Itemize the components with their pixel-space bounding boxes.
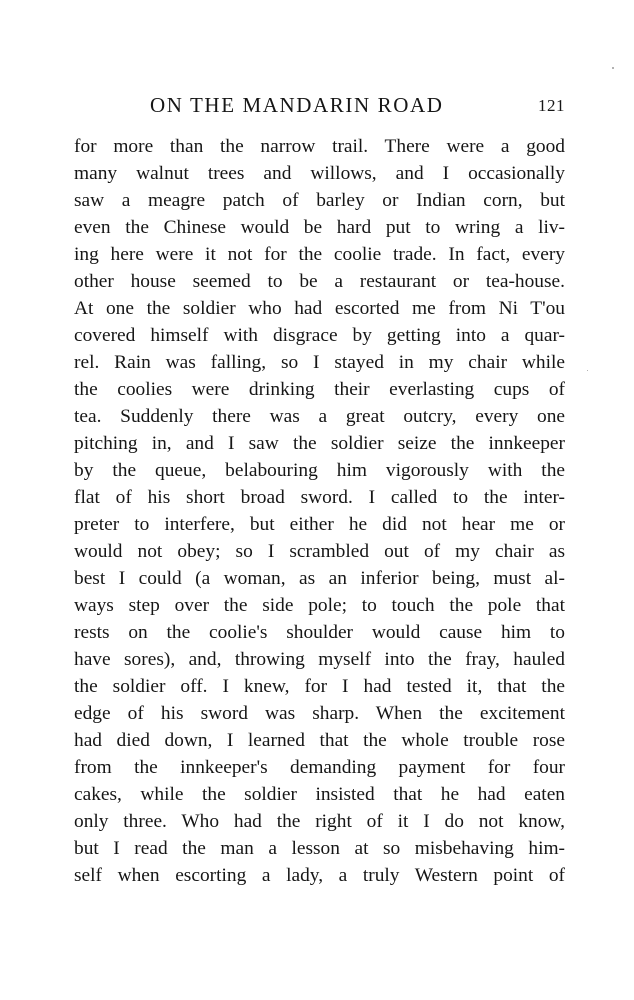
text-line: edge of his sword was sharp. When the excitement	[74, 703, 565, 724]
scan-speck	[612, 67, 614, 69]
page-number: 121	[538, 96, 565, 115]
text-line: the coolies were drinking their everlasting cups of	[74, 379, 565, 400]
text-line: ing here were it not for the coolie trade. In fact, every	[74, 244, 565, 265]
text-line: At one the soldier who had escorted me from Ni T'ou	[74, 298, 565, 319]
text-line: would not obey; so I scrambled out of my chair as	[74, 541, 565, 562]
running-title: ON THE MANDARIN ROAD	[150, 93, 444, 117]
text-line: cakes, while the soldier insisted that he had eaten	[74, 784, 565, 805]
text-line: had died down, I learned that the whole trouble rose	[74, 730, 565, 751]
page-header	[74, 93, 565, 121]
text-line: other house seemed to be a restaurant or tea-house.	[74, 271, 565, 292]
text-line: only three. Who had the right of it I do not know,	[74, 811, 565, 832]
text-line: best I could (a woman, as an inferior being, must al-	[74, 568, 565, 589]
text-line: by the queue, belabouring him vigorously with the	[74, 460, 565, 481]
text-line: preter to interfere, but either he did not hear me or	[74, 514, 565, 535]
text-line: flat of his short broad sword. I called to the inter-	[74, 487, 565, 508]
text-line: rests on the coolie's shoulder would cause him to	[74, 622, 565, 643]
text-line: but I read the man a lesson at so misbehaving him-	[74, 838, 565, 859]
text-line: covered himself with disgrace by getting into a quar-	[74, 325, 565, 346]
text-line: rel. Rain was falling, so I stayed in my chair while	[74, 352, 565, 373]
text-line: many walnut trees and willows, and I occasionally	[74, 163, 565, 184]
text-line: self when escorting a lady, a truly Western point of	[74, 865, 565, 886]
text-line: from the innkeeper's demanding payment for four	[74, 757, 565, 778]
text-line: have sores), and, throwing myself into the fray, hauled	[74, 649, 565, 670]
body-text	[74, 133, 565, 889]
text-line: pitching in, and I saw the soldier seize the innkeeper	[74, 433, 565, 454]
text-line: even the Chinese would be hard put to wring a liv-	[74, 217, 565, 238]
text-line: the soldier off. I knew, for I had tested it, that the	[74, 676, 565, 697]
text-line: ways step over the side pole; to touch the pole that	[74, 595, 565, 616]
text-line: tea. Suddenly there was a great outcry, every one	[74, 406, 565, 427]
text-line: saw a meagre patch of barley or Indian corn, but	[74, 190, 565, 211]
scan-speck	[587, 370, 588, 371]
text-line: for more than the narrow trail. There were a good	[74, 136, 565, 157]
